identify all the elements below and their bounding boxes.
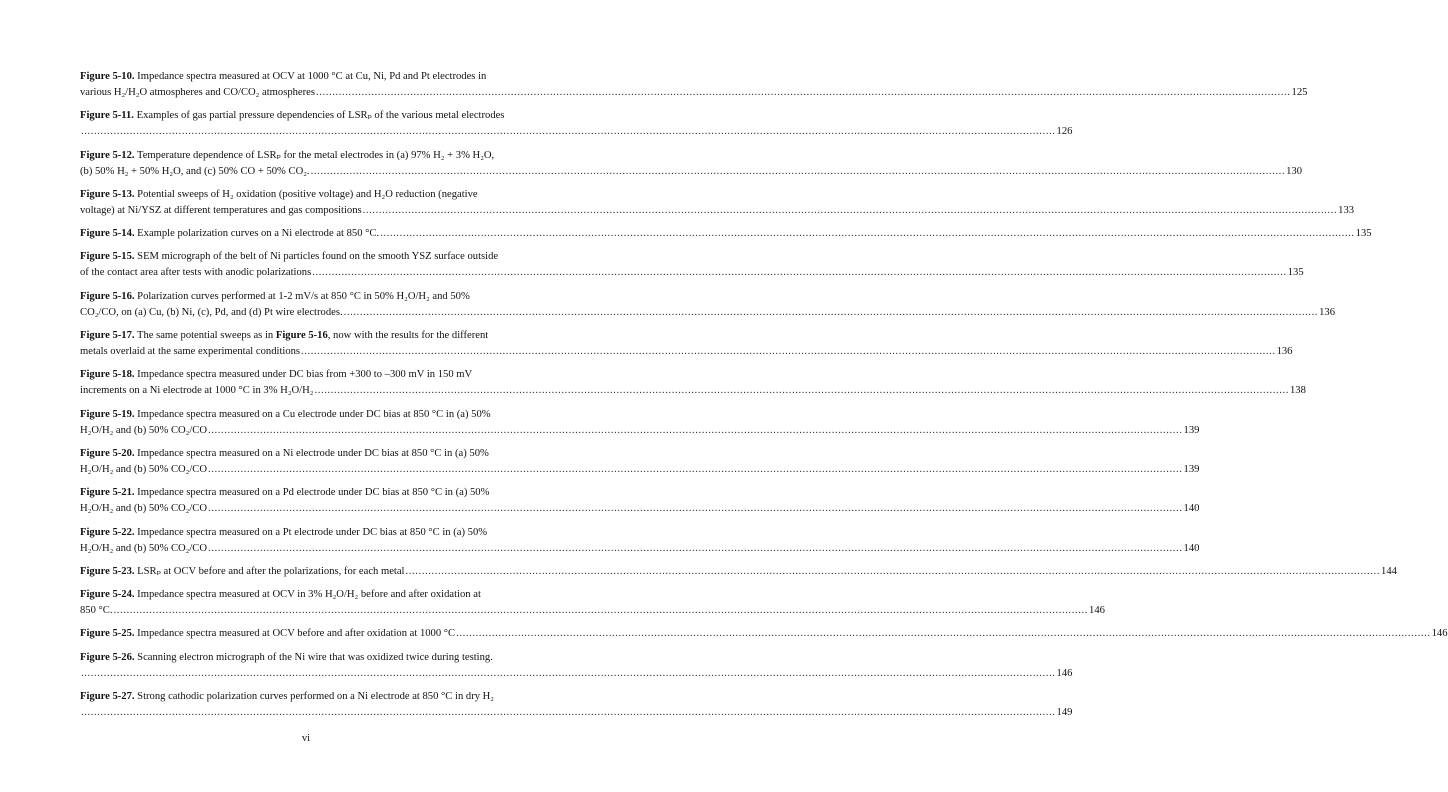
entry-text: [80, 305, 343, 321]
entry-text: [80, 626, 455, 642]
entry-line: [80, 249, 518, 265]
entry-description: Polarization curves performed at 1-2 mV/s at 850 °C in 50% H₂O/H₂ and 50%: [134, 290, 470, 302]
entry-description: of the contact area after tests with anodic polarizations: [80, 267, 312, 279]
entry-description: Temperature dependence of LSRₚ for the metal electrodes in (a) 97% H₂ + 3% H₂O,: [134, 149, 495, 161]
entry-text: [80, 164, 310, 180]
entry-text: [80, 249, 498, 265]
entry-description: Strong cathodic polarization curves performed on a Ni electrode at 850 °C in dry H₂: [134, 691, 495, 703]
entry-text: [80, 446, 489, 462]
figure-entry[interactable]: [80, 289, 1336, 321]
page-ref[interactable]: 149: [1056, 707, 1073, 719]
entry-line: [80, 124, 1073, 140]
entry-description: CO₂/CO, on (a) Cu, (b) Ni, (c), Pd, and (d) Pt wire electrodes.: [80, 306, 343, 318]
entry-line: [80, 603, 1105, 619]
figure-label: Figure 5-20.: [80, 447, 135, 459]
entry-description: voltage) at Ni/YSZ at different temperatures and gas compositions: [80, 204, 362, 216]
entry-line: [80, 265, 1304, 281]
entry-line: [80, 541, 1200, 557]
entry-description: 850 °C.: [80, 605, 113, 617]
figure-entry[interactable]: [80, 485, 1200, 517]
entry-description: Scanning electron micrograph of the Ni wire that was oxidized twice during testing.: [134, 651, 493, 663]
entry-line: [80, 226, 1372, 242]
entry-line: [80, 108, 518, 124]
dot-leader: ............................................................................................................................................................................................................................................................................................................: [312, 267, 1287, 279]
entry-description: H₂O/H₂ and (b) 50% CO₂/CO: [80, 463, 208, 475]
figure-entry[interactable]: [80, 187, 1355, 219]
entry-description: increments on a Ni electrode at 1000 °C in 3% H₂O/H₂: [80, 385, 314, 397]
dot-leader: ............................................................................................................................................................................................................................................................................................................: [81, 126, 1056, 138]
dot-leader: ............................................................................................................................................................................................................................................................................................................: [380, 228, 1355, 240]
entry-description: H₂O/H₂ and (b) 50% CO₂/CO: [80, 503, 208, 515]
page-ref[interactable]: 144: [1381, 565, 1397, 577]
entry-description: Potential sweeps of H₂ oxidation (positive voltage) and H₂O reduction (negative: [134, 188, 478, 200]
page-ref[interactable]: 135: [1355, 228, 1372, 240]
entry-line: [80, 705, 1073, 721]
page-ref[interactable]: 126: [1056, 126, 1073, 138]
figure-label: Figure 5-15.: [80, 251, 135, 263]
figure-label: Figure 5-13.: [80, 188, 135, 200]
dot-leader: ............................................................................................................................................................................................................................................................................................................: [315, 87, 1291, 98]
entry-text: [80, 603, 113, 619]
entry-text: [80, 187, 478, 203]
entry-description: Impedance spectra measured on a Pt electrode under DC bias at 850 °C in (a) 50%: [134, 526, 488, 538]
figure-label: Figure 5-26.: [80, 651, 135, 663]
entry-text: [80, 383, 313, 399]
page-ref[interactable]: 130: [1286, 165, 1302, 177]
entry-text-part: , now with the results for the different: [327, 330, 489, 342]
page-ref[interactable]: 133: [1338, 204, 1355, 216]
entry-description: Impedance spectra measured at OCV before and after oxidation at 1000 °C: [134, 628, 456, 640]
entry-line: [80, 587, 518, 603]
figure-entry[interactable]: [80, 148, 1302, 180]
figure-entry[interactable]: [80, 650, 1073, 682]
entry-text: [80, 564, 405, 580]
entry-text: [80, 69, 486, 85]
entry-text-part: The same potential sweeps as in: [134, 330, 276, 342]
entry-text: [80, 485, 489, 501]
entry-text: [80, 289, 470, 305]
entry-line: [80, 367, 518, 383]
entry-line: [80, 407, 518, 423]
entry-line: [80, 423, 1200, 439]
page-ref[interactable]: 136: [1319, 306, 1336, 318]
entry-line: [80, 289, 518, 305]
figure-entry[interactable]: [80, 226, 1372, 242]
figure-entry[interactable]: [80, 446, 1200, 478]
entry-text: [80, 407, 491, 423]
dot-leader: ............................................................................................................................................................................................................................................................................................................: [301, 346, 1276, 358]
entry-description: various H₂/H₂O atmospheres and CO/CO₂ atmospheres: [80, 87, 315, 98]
entry-description: SEM micrograph of the belt of Ni particles found on the smooth YSZ surface outside: [134, 251, 499, 263]
entry-line: [80, 203, 1355, 219]
entry-text: [80, 689, 494, 705]
dot-leader: ............................................................................................................................................................................................................................................................................................................: [208, 542, 1183, 554]
page-ref[interactable]: 140: [1183, 542, 1200, 554]
entry-description: Impedance spectra measured at OCV in 3% H₂O/H₂ before and after oxidation at: [134, 589, 481, 601]
page-ref[interactable]: 146: [1056, 667, 1073, 679]
page-ref[interactable]: 138: [1289, 385, 1306, 397]
dot-leader: ............................................................................................................................................................................................................................................................................................................: [208, 463, 1183, 475]
entry-description: Impedance spectra measured at OCV at 1000 °C at Cu, Ni, Pd and Pt electrodes in: [134, 71, 487, 82]
entry-description: Impedance spectra measured under DC bias from +300 to –300 mV in 150 mV: [134, 369, 473, 381]
dot-leader: ............................................................................................................................................................................................................................................................................................................: [81, 707, 1056, 719]
entry-text: [80, 462, 207, 478]
page-ref[interactable]: 125: [1291, 87, 1308, 98]
figure-reference: Figure 5-16: [275, 330, 328, 342]
dot-leader: ............................................................................................................................................................................................................................................................................................................: [314, 385, 1289, 397]
entry-text: [80, 344, 300, 360]
entry-description: H₂O/H₂ and (b) 50% CO₂/CO: [80, 424, 208, 436]
entry-line: [80, 564, 1397, 580]
entry-text: [80, 203, 362, 219]
list-of-figures: [80, 69, 1448, 728]
dot-leader: ............................................................................................................................................................................................................................................................................................................: [405, 565, 1381, 577]
figure-label: Figure 5-14.: [80, 228, 135, 240]
entry-text: [80, 650, 493, 666]
entry-description: Impedance spectra measured on a Cu electrode under DC bias at 850 °C in (a) 50%: [134, 408, 491, 420]
entry-line: [80, 650, 518, 666]
entry-description: LSRₚ at OCV before and after the polarizations, for each metal: [134, 565, 405, 577]
entry-line: [80, 344, 1293, 360]
figure-label: Figure 5-21.: [80, 487, 135, 499]
entry-text: [80, 108, 504, 124]
entry-line: [80, 187, 518, 203]
entry-text: [80, 587, 481, 603]
figure-label: Figure 5-25.: [80, 628, 135, 640]
entry-text: [80, 541, 207, 557]
entry-description: Example polarization curves on a Ni electrode at 850 °C.: [134, 228, 380, 240]
page-ref[interactable]: 139: [1183, 463, 1200, 475]
figure-entry[interactable]: [80, 69, 1308, 101]
page-ref[interactable]: 146: [1089, 605, 1105, 617]
entry-text: [80, 226, 379, 242]
dot-leader: ............................................................................................................................................................................................................................................................................................................: [310, 165, 1286, 177]
entry-text: [80, 525, 487, 541]
entry-line: [80, 485, 518, 501]
dot-leader: ............................................................................................................................................................................................................................................................................................................: [362, 204, 1338, 216]
dot-leader: ............................................................................................................................................................................................................................................................................................................: [81, 667, 1056, 679]
entry-text: [80, 501, 207, 517]
figure-label: Figure 5-12.: [80, 149, 135, 161]
figure-label: Figure 5-17.: [80, 330, 135, 342]
entry-text: [80, 328, 488, 344]
dot-leader: ............................................................................................................................................................................................................................................................................................................: [456, 628, 1431, 640]
page-ref[interactable]: 140: [1183, 503, 1200, 515]
entry-line: [80, 525, 518, 541]
figure-entry[interactable]: [80, 367, 1306, 399]
entry-line: [80, 666, 1073, 682]
figure-label: Figure 5-23.: [80, 565, 135, 577]
entry-line: [80, 383, 1306, 399]
entry-line: [80, 164, 1302, 180]
entry-text: [80, 265, 311, 281]
entry-line: [80, 328, 518, 344]
figure-label: Figure 5-22.: [80, 526, 135, 538]
figure-label: Figure 5-10.: [80, 71, 135, 82]
page-ref[interactable]: 146: [1431, 628, 1448, 640]
figure-entry[interactable]: [80, 525, 1200, 557]
entry-line: [80, 462, 1200, 478]
dot-leader: ............................................................................................................................................................................................................................................................................................................: [208, 424, 1183, 436]
entry-line: [80, 148, 518, 164]
entry-description: metals overlaid at the same experimental conditions: [80, 346, 301, 358]
figure-label: Figure 5-11.: [80, 110, 134, 122]
entry-line: [80, 501, 1200, 517]
page-ref[interactable]: 136: [1276, 346, 1293, 358]
entry-line: [80, 689, 518, 705]
dot-leader: ............................................................................................................................................................................................................................................................................................................: [113, 605, 1089, 617]
figure-entry[interactable]: [80, 249, 1304, 281]
figure-entry[interactable]: [80, 407, 1200, 439]
entry-line: [80, 446, 518, 462]
entry-description: H₂O/H₂ and (b) 50% CO₂/CO: [80, 542, 208, 554]
entry-text: [80, 423, 207, 439]
figure-label: Figure 5-16.: [80, 290, 135, 302]
entry-line: [80, 626, 1448, 642]
entry-description: (b) 50% H₂ + 50% H₂O, and (c) 50% CO + 50% CO₂.: [80, 165, 310, 177]
entry-text: [80, 85, 315, 101]
figure-entry[interactable]: [80, 108, 1073, 140]
figure-entry[interactable]: [80, 689, 1073, 721]
entry-description: Examples of gas partial pressure dependencies of LSRₚ of the various metal electrodes: [133, 110, 505, 122]
figure-entry[interactable]: [80, 587, 1105, 619]
figure-label: Figure 5-18.: [80, 369, 135, 381]
page-number: vi: [301, 733, 311, 744]
entry-text: [80, 148, 494, 164]
page-ref[interactable]: 135: [1287, 267, 1304, 279]
dot-leader: ............................................................................................................................................................................................................................................................................................................: [208, 503, 1183, 515]
entry-line: [80, 305, 1336, 321]
entry-description: Impedance spectra measured on a Pd electrode under DC bias at 850 °C in (a) 50%: [134, 487, 490, 499]
figure-entry[interactable]: [80, 328, 1293, 360]
figure-label: Figure 5-27.: [80, 691, 135, 703]
figure-label: Figure 5-19.: [80, 408, 135, 420]
figure-label: Figure 5-24.: [80, 589, 135, 601]
entry-description: Impedance spectra measured on a Ni electrode under DC bias at 850 °C in (a) 50%: [134, 447, 489, 459]
entry-line: [80, 69, 518, 85]
figure-entry[interactable]: [80, 564, 1397, 580]
entry-line: [80, 85, 1308, 101]
entry-text: [80, 367, 472, 383]
dot-leader: ............................................................................................................................................................................................................................................................................................................: [343, 306, 1319, 318]
figure-entry[interactable]: [80, 626, 1448, 642]
page-ref[interactable]: 139: [1183, 424, 1200, 436]
